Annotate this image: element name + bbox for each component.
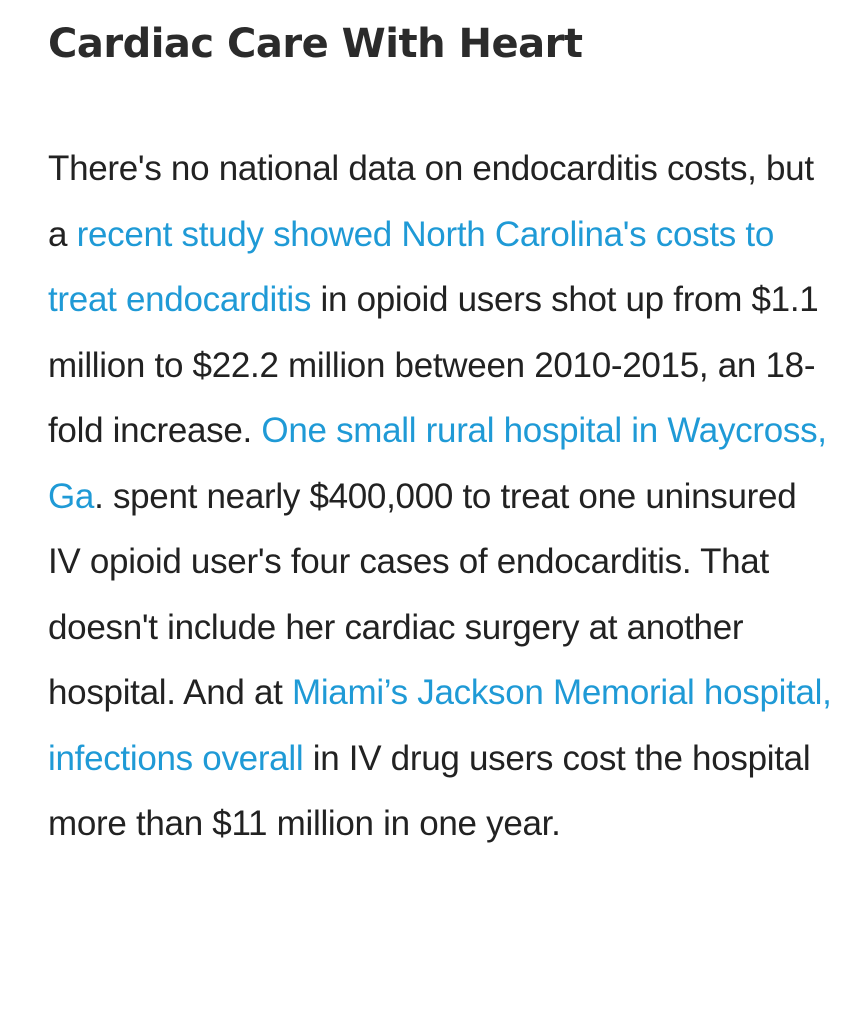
paragraph-text-3: . spent nearly $400,000 to treat one uninsured IV opioid user's four cases of endocarditis. That doesn't include her cardiac surgery at another hospital. And at xyxy=(48,476,797,712)
study-link[interactable]: recent study showed North Carolina's costs to treat endocarditis xyxy=(48,214,774,319)
article-paragraph xyxy=(48,136,838,857)
jackson-memorial-link[interactable]: Miami’s Jackson Memorial hospital, infections overall xyxy=(48,673,832,778)
paragraph-text-1: There's no national data on endocarditis costs, but a xyxy=(48,149,814,254)
paragraph-text-4: in IV drug users cost the hospital more than $11 million in one year. xyxy=(48,738,811,843)
article xyxy=(48,14,838,857)
waycross-hospital-link[interactable]: One small rural hospital in Waycross, Ga xyxy=(48,411,827,516)
section-heading: Cardiac Care With Heart xyxy=(48,21,583,67)
paragraph-text-2: in opioid users shot up from $1.1 million to $22.2 million between 2010-2015, an 18-fold increase. xyxy=(48,280,819,450)
